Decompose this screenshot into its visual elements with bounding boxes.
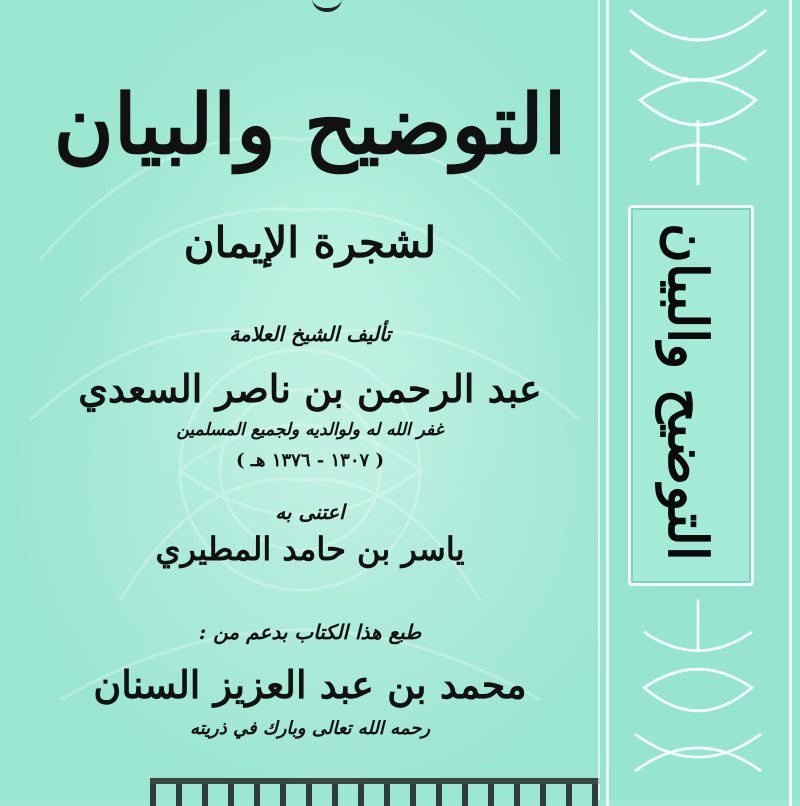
author-prefix: تأليف الشيخ العلامة [229, 322, 391, 346]
publisher-logo-strip [150, 778, 610, 806]
spine-bottom-ornament [610, 595, 786, 785]
author-prayer: غفر الله له ولوالديه ولجميع المسلمين [176, 420, 444, 440]
spine-title: التوضيح والبيان [656, 223, 720, 561]
book-title: التوضيح والبيان [53, 77, 567, 173]
sponsor-prayer: رحمه الله تعالى وبارك في ذريته [189, 718, 431, 739]
author-dates: ( ١٣٠٧ - ١٣٧٦ هـ ) [236, 450, 384, 471]
spine-top-ornament [610, 0, 786, 190]
author-name: عبد الرحمن بن ناصر السعدي [78, 366, 542, 411]
sponsor-name: محمد بن عبد العزيز السنان [93, 662, 527, 707]
book-subtitle: لشجرة الإيمان [183, 218, 437, 267]
editor-name: ياسر بن حامد المطيري [155, 530, 465, 568]
printed-by-label: طبع هذا الكتاب بدعم من : [198, 620, 422, 644]
editor-prefix: اعتنى به [275, 500, 345, 524]
